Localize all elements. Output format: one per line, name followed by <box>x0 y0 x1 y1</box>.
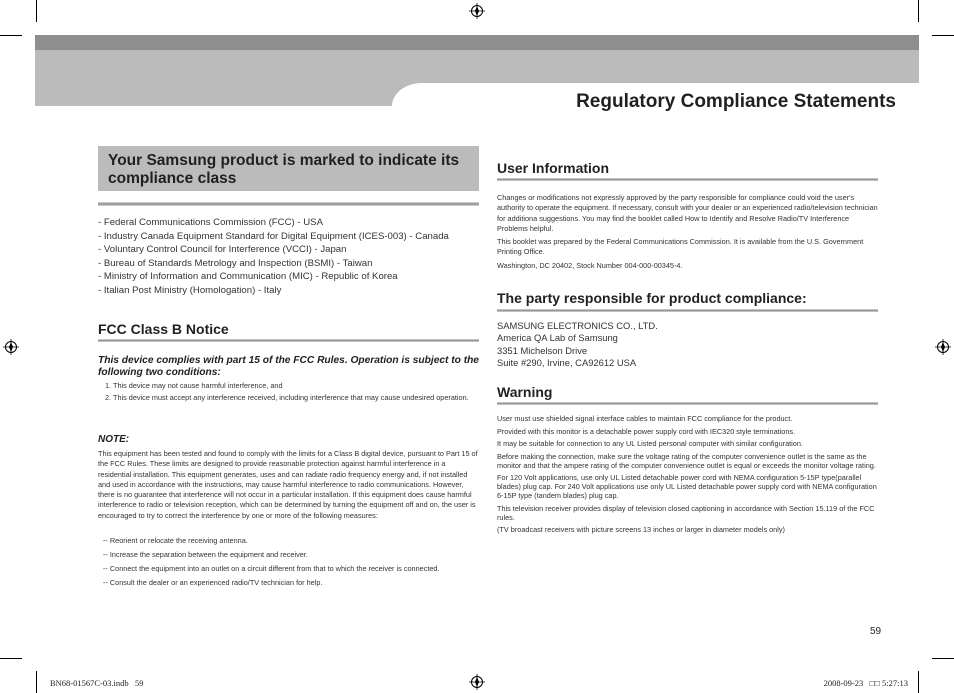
crop-mark <box>918 0 919 22</box>
condition: 2. This device must accept any interference received, including interference that may cause undesired operation. <box>105 393 469 403</box>
registration-mark-icon <box>3 339 19 355</box>
address-line: 3351 Michelson Drive <box>497 344 588 356</box>
registration-mark-icon <box>469 674 485 690</box>
warning-heading: Warning <box>497 384 553 400</box>
list-item: - Industry Canada Equipment Standard for Digital Equipment (ICES-003) - Canada <box>98 230 449 242</box>
note-heading: NOTE: <box>98 434 130 445</box>
list-item: -- Reorient or relocate the receiving antenna. <box>103 536 248 545</box>
paragraph: Provided with this monitor is a detachable power supply cord with IEC320 style terminations. <box>497 426 796 436</box>
list-item: - Voluntary Control Council for Interference (VCCI) - Japan <box>98 244 347 256</box>
divider <box>98 202 479 206</box>
list-item: - Italian Post Ministry (Homologation) - Italy <box>98 284 282 296</box>
user-info-heading: User Information <box>497 160 610 176</box>
divider <box>497 178 878 181</box>
list-item: - Federal Communications Commission (FCC) - USA <box>98 217 323 228</box>
party-heading: The party responsible for product compliance: <box>497 290 807 306</box>
list-item: -- Increase the separation between the equipment and receiver. <box>103 549 308 559</box>
fcc-lead: This device complies with part 15 of the FCC Rules. Operation is subject to the following two conditions: <box>98 355 479 378</box>
user-info-text <box>497 193 878 271</box>
paragraph: Washington, DC 20402, Stock Number 004-000-00345-4. <box>497 260 683 270</box>
divider <box>497 402 878 405</box>
measures-list <box>98 536 482 588</box>
paragraph: Changes or modifications not expressly approved by the party responsible for compliance could void the user's authority to operate the equipment. If necessary, consult with your dealer or an experienced radio/television technician for additiona suggestions. You may find the booklet called How to Identify and Resolve Radio/TV Interference Problems helpful. <box>497 193 878 233</box>
crop-mark <box>36 671 37 693</box>
compliance-marks-list <box>98 216 479 298</box>
crop-mark <box>932 35 954 36</box>
crop-mark <box>0 35 22 36</box>
address-line: America QA Lab of Samsung <box>497 332 618 344</box>
paragraph: This booklet was prepared by the Federal Communications Commission. It is available from the U.S. Government Printing Office. <box>497 237 864 257</box>
footer-file: BN68-01567C-03.indb 59 <box>50 678 144 688</box>
paragraph: This television receiver provides display of television closed captioning in accordance with Section 15.119 of the FCC rules. <box>497 503 875 522</box>
address-line: Suite #290, Irvine, CA92612 USA <box>497 357 637 369</box>
paragraph: Before making the connection, make sure the voltage rating of the computer convenience outlet is the same as the monitor and that the ampere rating of the computer convenience outlet is equal or exceeds the monitor voltage rating. <box>497 451 876 470</box>
list-item: -- Connect the equipment into an outlet on a circuit different from that to which the receiver is connected. <box>103 563 440 573</box>
address <box>497 320 658 370</box>
divider <box>497 309 878 312</box>
address-line: SAMSUNG ELECTRONICS CO., LTD. <box>497 320 658 331</box>
page-number: 59 <box>870 626 882 637</box>
list-item: - Bureau of Standards Metrology and Inspection (BSMI) - Taiwan <box>98 257 373 269</box>
fcc-conditions <box>98 381 479 404</box>
list-item: -- Consult the dealer or an experienced radio/TV technician for help. <box>103 577 323 587</box>
registration-mark-icon <box>935 339 951 355</box>
paragraph: It may be suitable for connection to any UL Listed personal computer with similar configuration. <box>497 439 803 448</box>
crop-mark <box>0 658 22 659</box>
note-text: This equipment has been tested and found to comply with the limits for a Class B digital device, pursuant to Part 15 of the FCC Rules. These limits are designed to provide reasonable protection against harmful interference in a residential installation. This equipment generates, uses and can radiate radio frequency energy and, if not installed and used in accordance with the instructions, may cause harmful interference to radio communications. However, there is no guarantee that interference will not occur in a particular installation. If this equipment does cause harmful interference to radio or television reception, which can be determined by turning the equipment off and on, the user is encouraged to try to correct the interference by one or more of the following measures: <box>98 449 478 520</box>
divider <box>98 339 479 342</box>
compliance-class-heading: Your Samsung product is marked to indicate its compliance class <box>98 146 479 191</box>
registration-mark-icon <box>469 3 485 19</box>
fcc-heading: FCC Class B Notice <box>98 321 229 337</box>
condition: 1. This device may not cause harmful interference, and <box>105 381 283 390</box>
paragraph: (TV broadcast receivers with picture screens 13 inches or larger in diameter models only) <box>497 525 785 534</box>
page-title: Regulatory Compliance Statements <box>576 91 896 112</box>
footer-date: 2008-09-23 □□ 5:27:13 <box>823 678 908 688</box>
paragraph: User must use shielded signal interface cables to maintain FCC compliance for the product. <box>497 414 793 423</box>
list-item: - Ministry of Information and Communication (MIC) - Republic of Korea <box>98 271 398 283</box>
crop-mark <box>932 658 954 659</box>
paragraph: For 120 Volt applications, use only UL Listed detachable power cord with NEMA configuration 5-15P type(parallel blades) plug cap. For 240 Volt applications use only UL Listed detachable power supply cord with NEMA configuration 6-15P type (tandem blades) plug cap. <box>497 473 877 500</box>
warning-text <box>497 414 878 534</box>
header-bar <box>35 35 919 50</box>
crop-mark <box>36 0 37 22</box>
crop-mark <box>918 671 919 693</box>
